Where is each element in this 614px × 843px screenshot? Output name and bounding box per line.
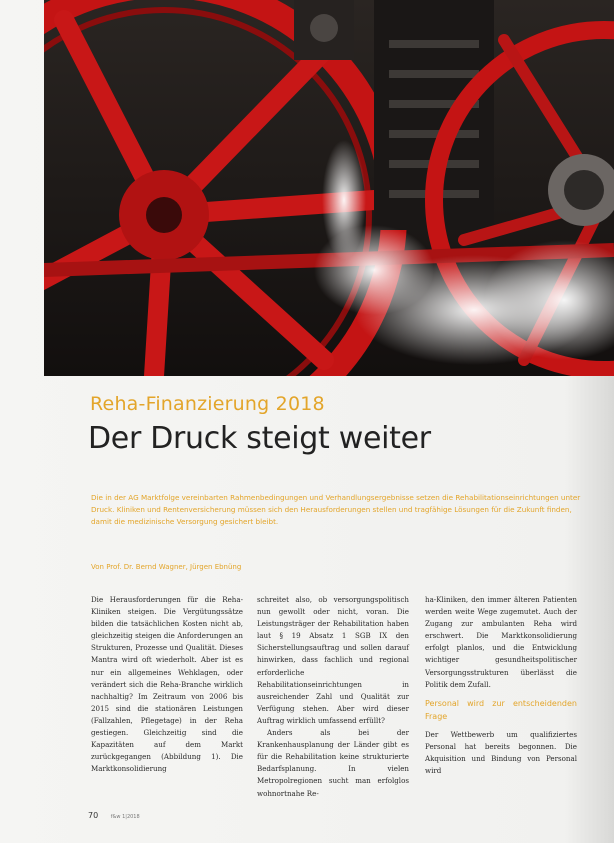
body-paragraph: Der Wettbewerb um qualifiziertes Personal hat bereits begonnen. Die Akquisition und Bindung von Personal wird [425, 729, 577, 776]
page-footer [88, 811, 140, 820]
article-byline: Von Prof. Dr. Bernd Wagner, Jürgen Ebnüng [91, 563, 242, 571]
publication-name: f&w 1|2018 [110, 814, 140, 820]
body-paragraph: Anders als bei der Krankenhausplanung der Länder gibt es für die Rehabilitation keine strukturierte Bedarfsplanung. In vielen Metropolregionen sucht man erfolglos wohnortnahe Re- [257, 728, 409, 798]
article-column-1 [91, 594, 243, 775]
locomotive-wheel-photo [44, 0, 614, 376]
article-lead: Die in der AG Marktfolge vereinbarten Rahmenbedingungen und Verhandlungsergebnisse setzen die Rehabilitationseinrichtungen unter Druck. Kliniken und Rentenversicherung müssen sich den Herausforderungen stellen und tragfähige Lösungen für die Zukunft finden, damit die medizinische Versorgung gesichert bleibt. [91, 493, 581, 526]
locomotive-wheel-illustration [44, 0, 614, 376]
article-column-3 [425, 594, 577, 777]
body-paragraph: ha-Kliniken, den immer älteren Patienten werden weite Wege zugemutet. Auch der Zugang zur ambulanten Reha wird erschwert. Die Marktkonsolidierung erfolgt planlos, und die Entwicklung wichtiger gesundheitspolitischer Versorgungsstrukturen überlässt die Politik dem Zufall. [425, 595, 577, 689]
body-paragraph: schreitet also, ob versorgungspolitisch nun gewollt oder nicht, voran. Die Leistungsträger der Rehabilitation haben laut § 19 Absatz 1 SGB IX den Sicherstellungsauftrag und sollen darauf hinwirken, dass fachlich und regional erforderliche Rehabilitationseinrichtungen in ausreichender Zahl und Qualität zur Verfügung stehen. Aber wird dieser Auftrag wirklich umfassend erfüllt? [257, 595, 409, 725]
article-kicker: Reha-Finanzierung 2018 [90, 393, 325, 415]
section-subhead: Personal wird zur entscheidenden Frage [425, 698, 577, 721]
article-column-2 [257, 594, 409, 800]
body-paragraph: Die Herausforderungen für die Reha-Kliniken steigen. Die Vergütungssätze bilden die tatsächlichen Kosten nicht ab, gleichzeitig steigen die Anforderungen an Strukturen, Prozesse und Qualität. Dieses Mantra wird oft wiederholt. Aber ist es nur ein allgemeines Wehklagen, oder verändert sich die Reha-Branche wirklich nachhaltig? Im Zeitraum von 2006 bis 2015 sind die stationären Leistungen (Fallzahlen, Pflegetage) in der Reha gestiegen. Gleichzeitig sind die Kapazitäten auf dem Markt zurückgegangen (Abbildung 1). Die Marktkonsolidierung [91, 595, 243, 774]
article-headline: Der Druck steigt weiter [88, 421, 431, 456]
page-number: 70 [88, 811, 99, 820]
